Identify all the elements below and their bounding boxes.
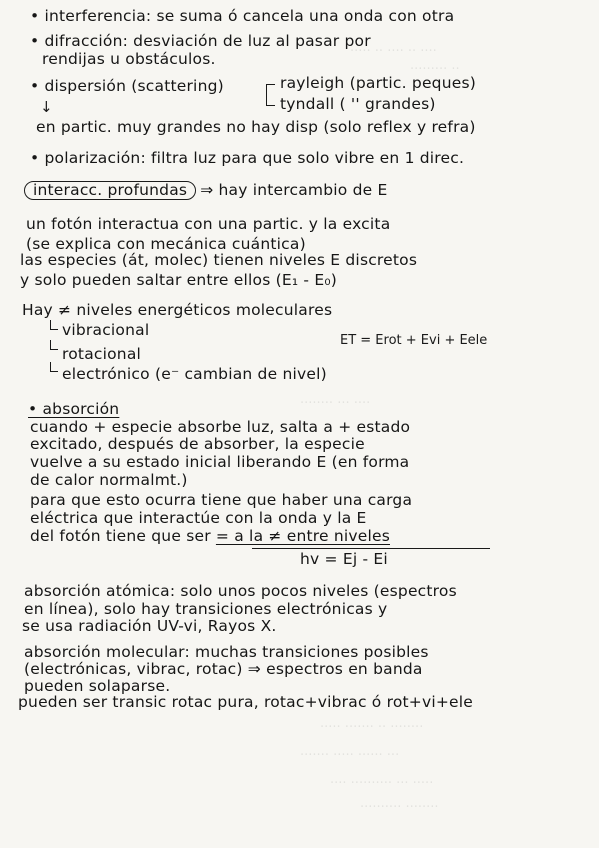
note-item-electronico: electrónico (e⁻ cambian de nivel) xyxy=(62,365,327,383)
note-branch-tyndall: tyndall ( '' grandes) xyxy=(280,95,436,113)
note-line-especies: las especies (át, molec) tienen niveles E discretos xyxy=(20,251,418,269)
absorcion-label: • absorción xyxy=(28,400,120,418)
note-line-radiacion: se usa radiación UV-vi, Rayos X. xyxy=(22,617,277,635)
note-line-foton-ser xyxy=(30,528,390,545)
branch-hook-1 xyxy=(50,320,58,330)
boxed-heading-interacc: interacc. profundas xyxy=(24,181,196,200)
note-heading-absorcion xyxy=(28,401,119,418)
note-line-mecanica: (se explica con mecánica cuántica) xyxy=(26,235,306,253)
energy-equation: ET = Erot + Evi + Eele xyxy=(340,333,488,348)
entre-niveles-text: = a la ≠ entre niveles xyxy=(215,527,390,545)
note-line-particulas-grandes: en partic. muy grandes no hay disp (solo reflex y refra) xyxy=(36,118,476,136)
note-line-foton: un fotón interactua con una partic. y la excita xyxy=(26,215,391,233)
note-line-absorbe: cuando + especie absorbe luz, salta a + estado xyxy=(30,418,411,436)
note-line-difraccion: • difracción: desviación de luz al pasar por xyxy=(30,32,371,50)
fraction-bar xyxy=(252,548,490,549)
note-item-rotacional: rotacional xyxy=(62,345,142,363)
note-line-interacc xyxy=(24,181,387,200)
note-line-polarizacion: • polarización: filtra luz para que solo vibre en 1 direc. xyxy=(30,149,465,167)
down-arrow-icon: ↓ xyxy=(40,98,53,116)
note-line-dispersion: • dispersión (scattering) xyxy=(30,77,224,95)
note-line-vuelve: vuelve a su estado inicial liberando E (en forma xyxy=(30,453,410,471)
note-line-interferencia: • interferencia: se suma ó cancela una onda con otra xyxy=(30,7,455,25)
note-line-rendijas: rendijas u obstáculos. xyxy=(42,50,216,68)
branch-hook-2 xyxy=(50,340,58,350)
note-line-electrica: eléctrica que interactúe con la onda y la E xyxy=(30,509,367,527)
note-line-molecular: absorción molecular: muchas transiciones posibles xyxy=(24,643,429,661)
note-line-solaparse: pueden solaparse. xyxy=(24,677,171,695)
foton-ser-text: del fotón tiene que ser xyxy=(30,527,211,545)
note-line-en-linea: en línea), solo hay transiciones electrónicas y xyxy=(24,600,388,618)
note-line-saltar: y solo pueden saltar entre ellos (E₁ - E₀) xyxy=(20,271,337,289)
note-line-bandas: (electrónicas, vibrac, rotac) ⇒ espectros en banda xyxy=(24,660,423,678)
branch-hook-3 xyxy=(50,362,58,372)
interacc-rest: ⇒ hay intercambio de E xyxy=(200,181,388,199)
note-line-atomica: absorción atómica: solo unos pocos niveles (espectros xyxy=(24,582,457,600)
bleed-through-text: ···· ·· ···· ·· ····· ·· ········· ···· ··· ········ ········ ·· ······· ····· ··· ······ ····· ······· ····· ··· ·········· ···· ········ ·········· xyxy=(300,44,460,815)
note-line-calor: de calor normalmt.) xyxy=(30,471,188,489)
note-line-excitado: excitado, después de absorber, la especie xyxy=(30,435,365,453)
note-line-niveles: Hay ≠ niveles energéticos moleculares xyxy=(22,301,333,319)
note-line-transic: pueden ser transic rotac pura, rotac+vibrac ó rot+vi+ele xyxy=(18,693,474,711)
note-branch-rayleigh: rayleigh (partic. peques) xyxy=(280,74,476,92)
planck-equation: hv = Ej - Ei xyxy=(300,550,388,568)
note-line-carga: para que esto ocurra tiene que haber una carga xyxy=(30,491,413,509)
branch-bracket xyxy=(266,84,275,106)
note-item-vibracional: vibracional xyxy=(62,321,150,339)
